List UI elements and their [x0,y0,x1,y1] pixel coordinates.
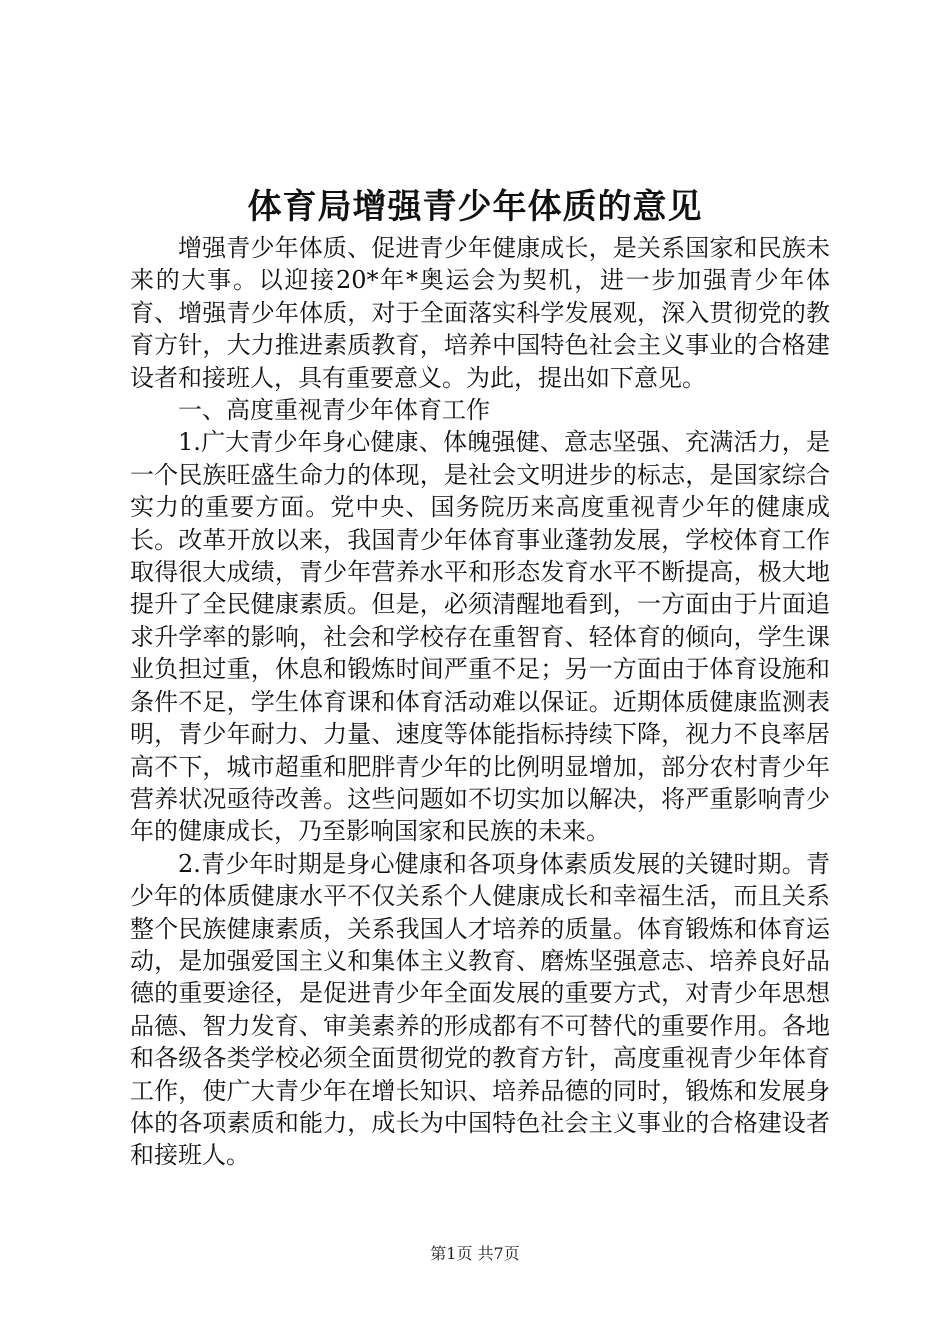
paragraph-intro: 增强青少年体质、促进青少年健康成长，是关系国家和民族未来的大事。以迎接20*年*奥运会为契机，进一步加强青少年体育、增强青少年体质，对于全面落实科学发展观，深入贯彻党的教育方针，大力推进素质教育，培养中国特色社会主义事业的合格建设者和接班人，具有重要意义。为此，提出如下意见。 [130,234,830,392]
page-footer: 第1页 共7页 [430,1244,520,1263]
paragraph-item-1: 1.广大青少年身心健康、体魄强健、意志坚强、充满活力，是一个民族旺盛生命力的体现，是社会文明进步的标志，是国家综合实力的重要方面。党中央、国务院历来高度重视青少年的健康成长。改革开放以来，我国青少年体育事业蓬勃发展，学校体育工作取得很大成绩，青少年营养水平和形态发育水平不断提高，极大地提升了全民健康素质。但是，必须清醒地看到，一方面由于片面追求升学率的影响，社会和学校存在重智育、轻体育的倾向，学生课业负担过重，休息和锻炼时间严重不足；另一方面由于体育设施和条件不足，学生体育课和体育活动难以保证。近期体质健康监测表明，青少年耐力、力量、速度等体能指标持续下降，视力不良率居高不下，城市超重和肥胖青少年的比例明显增加，部分农村青少年营养状况亟待改善。这些问题如不切实加以解决，将严重影响青少年的健康成长，乃至影响国家和民族的未来。 [130,428,830,846]
document-title: 体育局增强青少年体质的意见 [247,187,703,227]
section-heading: 一、高度重视青少年体育工作 [178,396,490,425]
paragraph-item-2: 2.青少年时期是身心健康和各项身体素质发展的关键时期。青少年的体质健康水平不仅关系个人健康成长和幸福生活，而且关系整个民族健康素质，关系我国人才培养的质量。体育锻炼和体育运动，是加强爱国主义和集体主义教育、磨炼坚强意志、培养良好品德的重要途径，是促进青少年全面发展的重要方式，对青少年思想品德、智力发育、审美素养的形成都有不可替代的重要作用。各地和各级各类学校必须全面贯彻党的教育方针，高度重视青少年体育工作，使广大青少年在增长知识、培养品德的同时，锻炼和发展身体的各项素质和能力，成长为中国特色社会主义事业的合格建设者和接班人。 [130,849,830,1170]
document-body [130,232,830,1172]
